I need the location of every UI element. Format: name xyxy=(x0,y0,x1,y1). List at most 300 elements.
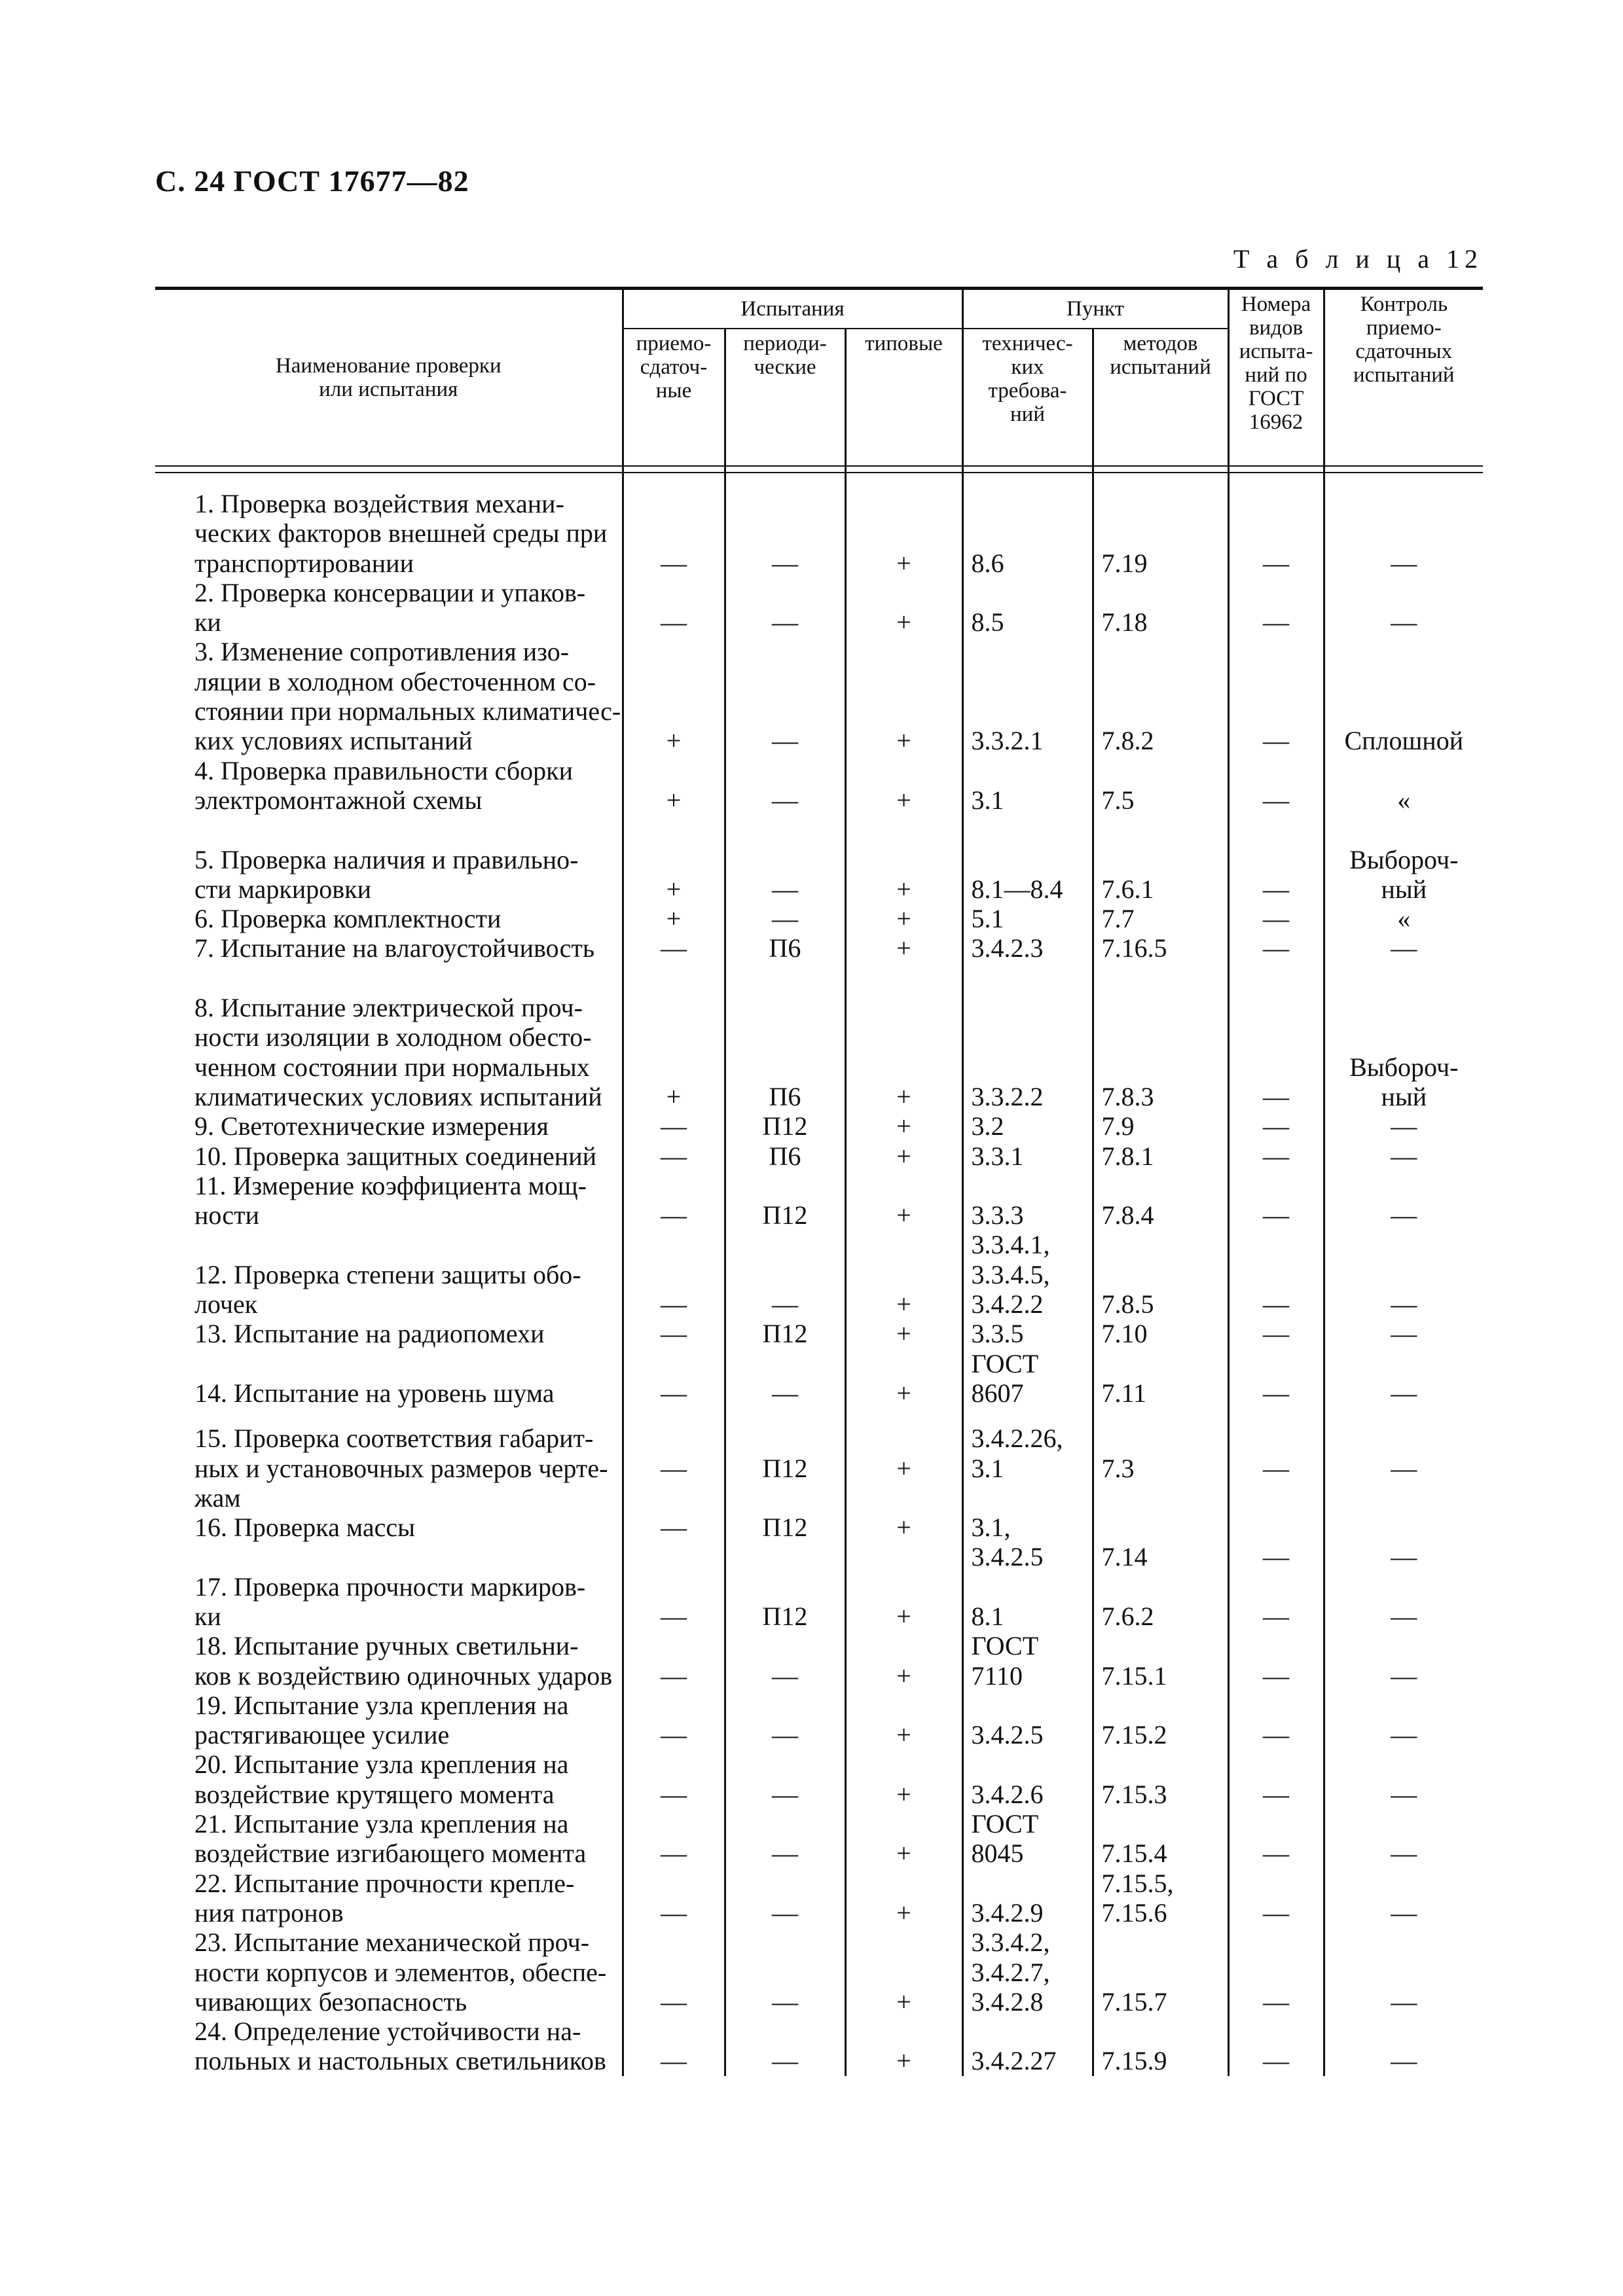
cell-type xyxy=(845,1869,962,1928)
cell-control xyxy=(1324,963,1483,1111)
cell-type xyxy=(845,963,962,1111)
cell-periodic xyxy=(725,1631,845,1691)
cell-periodic xyxy=(725,1869,845,1928)
cell-tech-req-line: ГОСТ xyxy=(971,1348,1039,1378)
cell-test-method-line: 7.8.5 xyxy=(1101,1289,1154,1319)
cell-tech-req-line: 3.3.4.1, xyxy=(971,1230,1050,1260)
test-name-line: ности xyxy=(194,1200,260,1230)
header-line: приемо- xyxy=(1366,316,1442,340)
cell-type-line: + xyxy=(896,1111,911,1141)
cell-type xyxy=(845,1691,962,1750)
cell-test-method-line: 7.19 xyxy=(1101,548,1148,578)
cell-type xyxy=(845,904,962,933)
cell-gost-number xyxy=(1228,1749,1324,1809)
cell-acceptance-line: — xyxy=(661,1660,687,1691)
test-name-line: 5. Проверка наличия и правильно- xyxy=(194,844,579,874)
tests-table xyxy=(155,287,1483,2076)
cell-test-method xyxy=(1093,1141,1228,1171)
test-name-line: 7. Испытание на влагоустойчивость xyxy=(194,933,595,963)
cell-type xyxy=(845,1928,962,2017)
cell-gost-number-line: — xyxy=(1263,548,1290,578)
cell-tech-req-line: 3.1 xyxy=(971,785,1004,815)
table-row xyxy=(155,1749,1483,1809)
cell-tech-req xyxy=(962,1691,1093,1750)
test-name-line: 4. Проверка правильности сборки xyxy=(194,755,574,785)
cell-acceptance xyxy=(623,1230,725,1319)
cell-periodic xyxy=(725,1691,845,1750)
header-line: ные xyxy=(655,379,692,403)
header-line: испытаний xyxy=(1353,363,1455,387)
cell-acceptance-line: — xyxy=(661,1289,687,1319)
cell-tech-req-line: 3.3.2.2 xyxy=(971,1081,1044,1111)
cell-acceptance-line: — xyxy=(661,1720,687,1750)
table-row xyxy=(155,2017,1483,2076)
header-tests-group: Испытания xyxy=(623,289,962,329)
cell-gost-number-line: — xyxy=(1263,933,1290,963)
cell-test-method-line: 7.15.5, xyxy=(1101,1868,1174,1898)
header-line: ких xyxy=(1011,355,1044,379)
cell-test-method-line: 7.11 xyxy=(1101,1378,1147,1408)
test-name-line: 1. Проверка воздействия механи- xyxy=(194,489,564,518)
cell-test-name xyxy=(155,963,623,1111)
cell-control-line: — xyxy=(1391,1200,1417,1230)
table-row xyxy=(155,637,1483,755)
cell-tech-req-line: 8045 xyxy=(971,1839,1024,1869)
cell-gost-number xyxy=(1228,1349,1324,1408)
cell-test-method xyxy=(1093,1424,1228,1513)
test-name-line: ния патронов xyxy=(194,1897,344,1928)
cell-tech-req xyxy=(962,1141,1093,1171)
header-test-methods xyxy=(1093,329,1228,466)
cell-test-method-line: 7.6.1 xyxy=(1101,874,1154,904)
cell-acceptance-line: — xyxy=(661,1601,687,1631)
test-name-line: 12. Проверка степени защиты обо- xyxy=(194,1259,581,1289)
cell-gost-number xyxy=(1228,904,1324,933)
cell-periodic-line: П6 xyxy=(769,933,801,963)
cell-acceptance xyxy=(623,904,725,933)
cell-tech-req xyxy=(962,1928,1093,2017)
cell-test-name xyxy=(155,1513,623,1572)
cell-control-line: — xyxy=(1391,1319,1417,1349)
test-name-line: лочек xyxy=(194,1289,258,1319)
cell-test-method xyxy=(1093,1111,1228,1141)
cell-gost-number-line: — xyxy=(1263,1720,1290,1750)
header-line: сдаточных xyxy=(1355,340,1453,363)
cell-control-line: « xyxy=(1397,904,1411,934)
cell-tech-req xyxy=(962,1809,1093,1869)
cell-tech-req-line: 3.1, xyxy=(971,1513,1011,1543)
cell-gost-number-line: — xyxy=(1263,785,1290,815)
cell-tech-req-line: ГОСТ xyxy=(971,1809,1039,1839)
cell-tech-req xyxy=(962,1171,1093,1230)
header-line: ГОСТ xyxy=(1248,387,1304,410)
cell-test-method-line: 7.8.2 xyxy=(1101,726,1154,756)
cell-control-line: — xyxy=(1391,548,1417,578)
page-header: С. 24 ГОСТ 17677—82 xyxy=(155,164,469,198)
cell-acceptance xyxy=(623,1424,725,1513)
cell-gost-number-line: — xyxy=(1263,1378,1290,1408)
cell-acceptance xyxy=(623,1869,725,1928)
table-row xyxy=(155,1631,1483,1691)
cell-periodic-line: П6 xyxy=(769,1141,801,1171)
cell-test-method-line: 7.14 xyxy=(1101,1542,1148,1572)
table-row xyxy=(155,1809,1483,1869)
test-name-line: жам xyxy=(194,1482,241,1513)
cell-tech-req-line: 8.6 xyxy=(971,548,1004,578)
test-name-line: ков к воздействию одиночных ударов xyxy=(194,1660,613,1691)
cell-test-method-line: 7.8.1 xyxy=(1101,1141,1154,1171)
cell-acceptance-line: — xyxy=(661,1319,687,1349)
cell-gost-number-line: — xyxy=(1263,1141,1290,1171)
header-line: ческие xyxy=(754,355,816,379)
cell-type-line: + xyxy=(896,1200,911,1230)
cell-tech-req-line: 3.3.2.1 xyxy=(971,726,1044,756)
cell-control-line: ный xyxy=(1381,874,1427,904)
test-name-line: 14. Испытание на уровень шума xyxy=(194,1378,555,1408)
cell-acceptance xyxy=(623,1631,725,1691)
cell-control xyxy=(1324,1928,1483,2017)
cell-control-line: — xyxy=(1391,1779,1417,1809)
cell-test-name xyxy=(155,2017,623,2076)
cell-periodic xyxy=(725,1572,845,1632)
cell-control xyxy=(1324,904,1483,933)
cell-acceptance-line: — xyxy=(661,1513,687,1543)
cell-type-line: + xyxy=(896,1378,911,1408)
cell-tech-req-line: 8.1—8.4 xyxy=(971,874,1063,904)
cell-tech-req-line: 3.4.2.7, xyxy=(971,1957,1050,1987)
test-name-line: 20. Испытание узла крепления на xyxy=(194,1749,569,1780)
cell-type-line: + xyxy=(896,726,911,756)
cell-gost-number-line: — xyxy=(1263,1839,1290,1869)
test-name-line: 9. Светотехнические измерения xyxy=(194,1111,549,1141)
cell-tech-req-line: 3.1 xyxy=(971,1453,1004,1483)
cell-type-line: + xyxy=(896,785,911,815)
cell-tech-req xyxy=(962,904,1093,933)
test-name-line: 13. Испытание на радиопомехи xyxy=(194,1319,545,1349)
cell-test-method xyxy=(1093,963,1228,1111)
cell-periodic-line: — xyxy=(772,785,798,815)
cell-acceptance xyxy=(623,2017,725,2076)
cell-control xyxy=(1324,1513,1483,1572)
cell-type-line: + xyxy=(896,1081,911,1111)
cell-test-method-line: 7.16.5 xyxy=(1101,933,1167,963)
cell-tech-req-line: 3.4.2.2 xyxy=(971,1289,1044,1319)
cell-control-line: — xyxy=(1391,1111,1417,1141)
cell-acceptance xyxy=(623,1691,725,1750)
cell-control-line: — xyxy=(1391,1601,1417,1631)
row-gap xyxy=(155,1408,1483,1424)
test-name-line: 17. Проверка прочности маркиров- xyxy=(194,1571,586,1602)
cell-test-method xyxy=(1093,933,1228,963)
cell-gost-number xyxy=(1228,1319,1324,1348)
cell-type-line: + xyxy=(896,1720,911,1750)
cell-test-method-line: 7.15.7 xyxy=(1101,1986,1167,2017)
cell-type-line: + xyxy=(896,933,911,963)
cell-acceptance-line: — xyxy=(661,1839,687,1869)
cell-type xyxy=(845,815,962,904)
test-name-line: растягивающее усилие xyxy=(194,1720,450,1750)
cell-control xyxy=(1324,1424,1483,1513)
cell-control xyxy=(1324,1111,1483,1141)
cell-acceptance-line: — xyxy=(661,1453,687,1483)
cell-acceptance xyxy=(623,963,725,1111)
cell-acceptance xyxy=(623,1349,725,1408)
cell-periodic-line: — xyxy=(772,874,798,904)
test-name-line: стоянии при нормальных климатичес- xyxy=(194,696,621,726)
table-row xyxy=(155,1230,1483,1319)
cell-test-name xyxy=(155,904,623,933)
cell-tech-req-line: 3.2 xyxy=(971,1111,1004,1141)
cell-acceptance-line: + xyxy=(666,785,682,815)
cell-gost-number-line: — xyxy=(1263,1897,1290,1928)
header-line: требова- xyxy=(988,379,1067,403)
cell-test-name xyxy=(155,1230,623,1319)
cell-gost-number-line: — xyxy=(1263,1601,1290,1631)
cell-gost-number xyxy=(1228,933,1324,963)
cell-test-name xyxy=(155,1809,623,1869)
cell-control-line: — xyxy=(1391,1986,1417,2017)
cell-test-name xyxy=(155,578,623,637)
cell-gost-number xyxy=(1228,2017,1324,2076)
cell-periodic-line: — xyxy=(772,1378,798,1408)
cell-gost-number xyxy=(1228,756,1324,816)
cell-acceptance-line: — xyxy=(661,1111,687,1141)
header-punkt-group: Пункт xyxy=(962,289,1228,329)
cell-test-name xyxy=(155,1141,623,1171)
cell-test-name xyxy=(155,1749,623,1809)
cell-periodic xyxy=(725,637,845,755)
cell-gost-number-line: — xyxy=(1263,1111,1290,1141)
header-line: испытаний xyxy=(1110,355,1211,379)
test-name-line: 8. Испытание электрической проч- xyxy=(194,993,583,1023)
cell-tech-req-line: 3.3.4.2, xyxy=(971,1928,1050,1958)
cell-tech-req xyxy=(962,1513,1093,1572)
cell-control xyxy=(1324,489,1483,578)
cell-gost-number xyxy=(1228,1809,1324,1869)
cell-test-name xyxy=(155,1424,623,1513)
cell-test-name xyxy=(155,1111,623,1141)
cell-test-method xyxy=(1093,1631,1228,1691)
cell-acceptance-line: — xyxy=(661,1200,687,1230)
cell-tech-req-line: 8.5 xyxy=(971,607,1004,637)
cell-periodic xyxy=(725,1171,845,1230)
cell-acceptance xyxy=(623,756,725,816)
cell-gost-number-line: — xyxy=(1263,1289,1290,1319)
cell-control-line: — xyxy=(1391,2046,1417,2076)
cell-periodic-line: — xyxy=(772,1897,798,1928)
test-name-line: польных и настольных светильников xyxy=(194,2046,606,2076)
cell-type xyxy=(845,1171,962,1230)
cell-gost-number xyxy=(1228,815,1324,904)
cell-tech-req xyxy=(962,1869,1093,1928)
table-row xyxy=(155,1111,1483,1141)
cell-control xyxy=(1324,1141,1483,1171)
cell-test-method xyxy=(1093,756,1228,816)
cell-control-line: « xyxy=(1397,785,1411,815)
cell-gost-number xyxy=(1228,1572,1324,1632)
cell-acceptance-line: — xyxy=(661,2046,687,2076)
cell-tech-req-line: ГОСТ xyxy=(971,1631,1039,1661)
test-name-line: ки xyxy=(194,607,221,637)
cell-control xyxy=(1324,933,1483,963)
cell-tech-req xyxy=(962,933,1093,963)
cell-type-line: + xyxy=(896,904,911,934)
cell-gost-number-line: — xyxy=(1263,726,1290,756)
cell-acceptance-line: — xyxy=(661,1141,687,1171)
cell-periodic xyxy=(725,1319,845,1348)
table-row xyxy=(155,1349,1483,1408)
cell-control-line: — xyxy=(1391,1660,1417,1691)
table-row xyxy=(155,1869,1483,1928)
cell-type-line: + xyxy=(896,1453,911,1483)
cell-control xyxy=(1324,1572,1483,1632)
cell-test-method xyxy=(1093,637,1228,755)
cell-test-method xyxy=(1093,1572,1228,1632)
cell-periodic xyxy=(725,1928,845,2017)
cell-test-method-line: 7.15.4 xyxy=(1101,1839,1167,1869)
header-line: Номера xyxy=(1241,293,1311,316)
test-name-line: электромонтажной схемы xyxy=(194,785,483,815)
cell-periodic xyxy=(725,1349,845,1408)
cell-tech-req-line: 3.3.5 xyxy=(971,1319,1024,1349)
cell-acceptance-line: — xyxy=(661,1986,687,2017)
cell-type xyxy=(845,1141,962,1171)
cell-acceptance xyxy=(623,933,725,963)
cell-test-method xyxy=(1093,578,1228,637)
cell-periodic xyxy=(725,963,845,1111)
cell-test-name xyxy=(155,933,623,963)
table-row xyxy=(155,815,1483,904)
cell-acceptance xyxy=(623,1749,725,1809)
cell-periodic-line: П12 xyxy=(762,1601,808,1631)
cell-tech-req-line: 3.3.3 xyxy=(971,1200,1024,1230)
cell-acceptance-line: — xyxy=(661,1779,687,1809)
cell-control xyxy=(1324,2017,1483,2076)
cell-control-line: — xyxy=(1391,1453,1417,1483)
cell-periodic-line: П12 xyxy=(762,1111,808,1141)
cell-gost-number-line: — xyxy=(1263,2046,1290,2076)
cell-tech-req-line: 7110 xyxy=(971,1660,1023,1691)
cell-periodic-line: П12 xyxy=(762,1453,808,1483)
cell-test-name xyxy=(155,489,623,578)
cell-type xyxy=(845,1349,962,1408)
cell-control-line: — xyxy=(1391,1542,1417,1572)
cell-tech-req-line: 3.4.2.3 xyxy=(971,933,1044,963)
table-row xyxy=(155,1513,1483,1572)
cell-test-method xyxy=(1093,1319,1228,1348)
table-row xyxy=(155,1691,1483,1750)
cell-type xyxy=(845,1319,962,1348)
cell-type xyxy=(845,2017,962,2076)
cell-type-line: + xyxy=(896,1839,911,1869)
header-line: 16962 xyxy=(1249,410,1304,434)
cell-tech-req xyxy=(962,1230,1093,1319)
cell-acceptance-line: + xyxy=(666,1081,682,1111)
cell-type xyxy=(845,1230,962,1319)
cell-test-method xyxy=(1093,815,1228,904)
cell-control xyxy=(1324,1749,1483,1809)
cell-acceptance-line: — xyxy=(661,1378,687,1408)
cell-type-line: + xyxy=(896,874,911,904)
cell-control xyxy=(1324,1349,1483,1408)
cell-type xyxy=(845,578,962,637)
cell-periodic xyxy=(725,1809,845,1869)
header-line: Контроль xyxy=(1360,293,1448,316)
cell-test-method xyxy=(1093,1928,1228,2017)
cell-acceptance xyxy=(623,489,725,578)
cell-gost-number-line: — xyxy=(1263,1779,1290,1809)
cell-type xyxy=(845,1631,962,1691)
cell-acceptance-line: — xyxy=(661,607,687,637)
cell-tech-req-line: 3.4.2.5 xyxy=(971,1720,1044,1750)
cell-type xyxy=(845,637,962,755)
cell-gost-number-line: — xyxy=(1263,1453,1290,1483)
cell-tech-req xyxy=(962,815,1093,904)
cell-acceptance-line: + xyxy=(666,726,682,756)
table-row xyxy=(155,489,1483,578)
cell-periodic xyxy=(725,815,845,904)
cell-control-line: — xyxy=(1391,1839,1417,1869)
test-name-line: 2. Проверка консервации и упаков- xyxy=(194,577,586,607)
cell-tech-req xyxy=(962,1424,1093,1513)
test-name-line: ных и установочных размеров черте- xyxy=(194,1453,608,1483)
cell-gost-number-line: — xyxy=(1263,1200,1290,1230)
cell-periodic xyxy=(725,1230,845,1319)
cell-tech-req xyxy=(962,1749,1093,1809)
cell-periodic xyxy=(725,1749,845,1809)
cell-control-line: — xyxy=(1391,1289,1417,1319)
test-name-line: ких условиях испытаний xyxy=(194,726,473,756)
cell-gost-number xyxy=(1228,1111,1324,1141)
cell-type-line: + xyxy=(896,1319,911,1349)
cell-test-name xyxy=(155,637,623,755)
cell-gost-number-line: — xyxy=(1263,1660,1290,1691)
cell-test-name xyxy=(155,1319,623,1348)
test-name-line: воздействие изгибающего момента xyxy=(194,1839,587,1869)
cell-periodic xyxy=(725,1513,845,1572)
cell-type xyxy=(845,1572,962,1632)
cell-type xyxy=(845,489,962,578)
cell-type xyxy=(845,756,962,816)
cell-test-method-line: 7.15.9 xyxy=(1101,2046,1167,2076)
header-line: сдаточ- xyxy=(640,355,708,379)
cell-control xyxy=(1324,1171,1483,1230)
cell-control-line: — xyxy=(1391,1141,1417,1171)
header-type xyxy=(845,329,962,466)
cell-type-line: + xyxy=(896,548,911,578)
table-row xyxy=(155,756,1483,816)
cell-control-line: Выбороч- xyxy=(1349,1052,1459,1082)
cell-periodic-line: — xyxy=(772,1289,798,1319)
cell-tech-req-line: 3.3.1 xyxy=(971,1141,1024,1171)
cell-tech-req-line: 8607 xyxy=(971,1378,1024,1408)
cell-type-line: + xyxy=(896,1660,911,1691)
cell-periodic-line: — xyxy=(772,1839,798,1869)
cell-acceptance-line: — xyxy=(661,933,687,963)
cell-gost-number-line: — xyxy=(1263,1986,1290,2017)
table-row xyxy=(155,963,1483,1111)
cell-tech-req xyxy=(962,756,1093,816)
test-name-line: 18. Испытание ручных светильни- xyxy=(194,1631,579,1661)
cell-control xyxy=(1324,1230,1483,1319)
cell-periodic-line: — xyxy=(772,1986,798,2017)
cell-tech-req-line: 3.4.2.6 xyxy=(971,1779,1044,1809)
header-line: техничес- xyxy=(982,332,1073,355)
cell-tech-req-line: 3.4.2.9 xyxy=(971,1897,1044,1928)
cell-periodic-line: — xyxy=(772,2046,798,2076)
cell-gost-number xyxy=(1228,1513,1324,1572)
cell-control-line: — xyxy=(1391,933,1417,963)
